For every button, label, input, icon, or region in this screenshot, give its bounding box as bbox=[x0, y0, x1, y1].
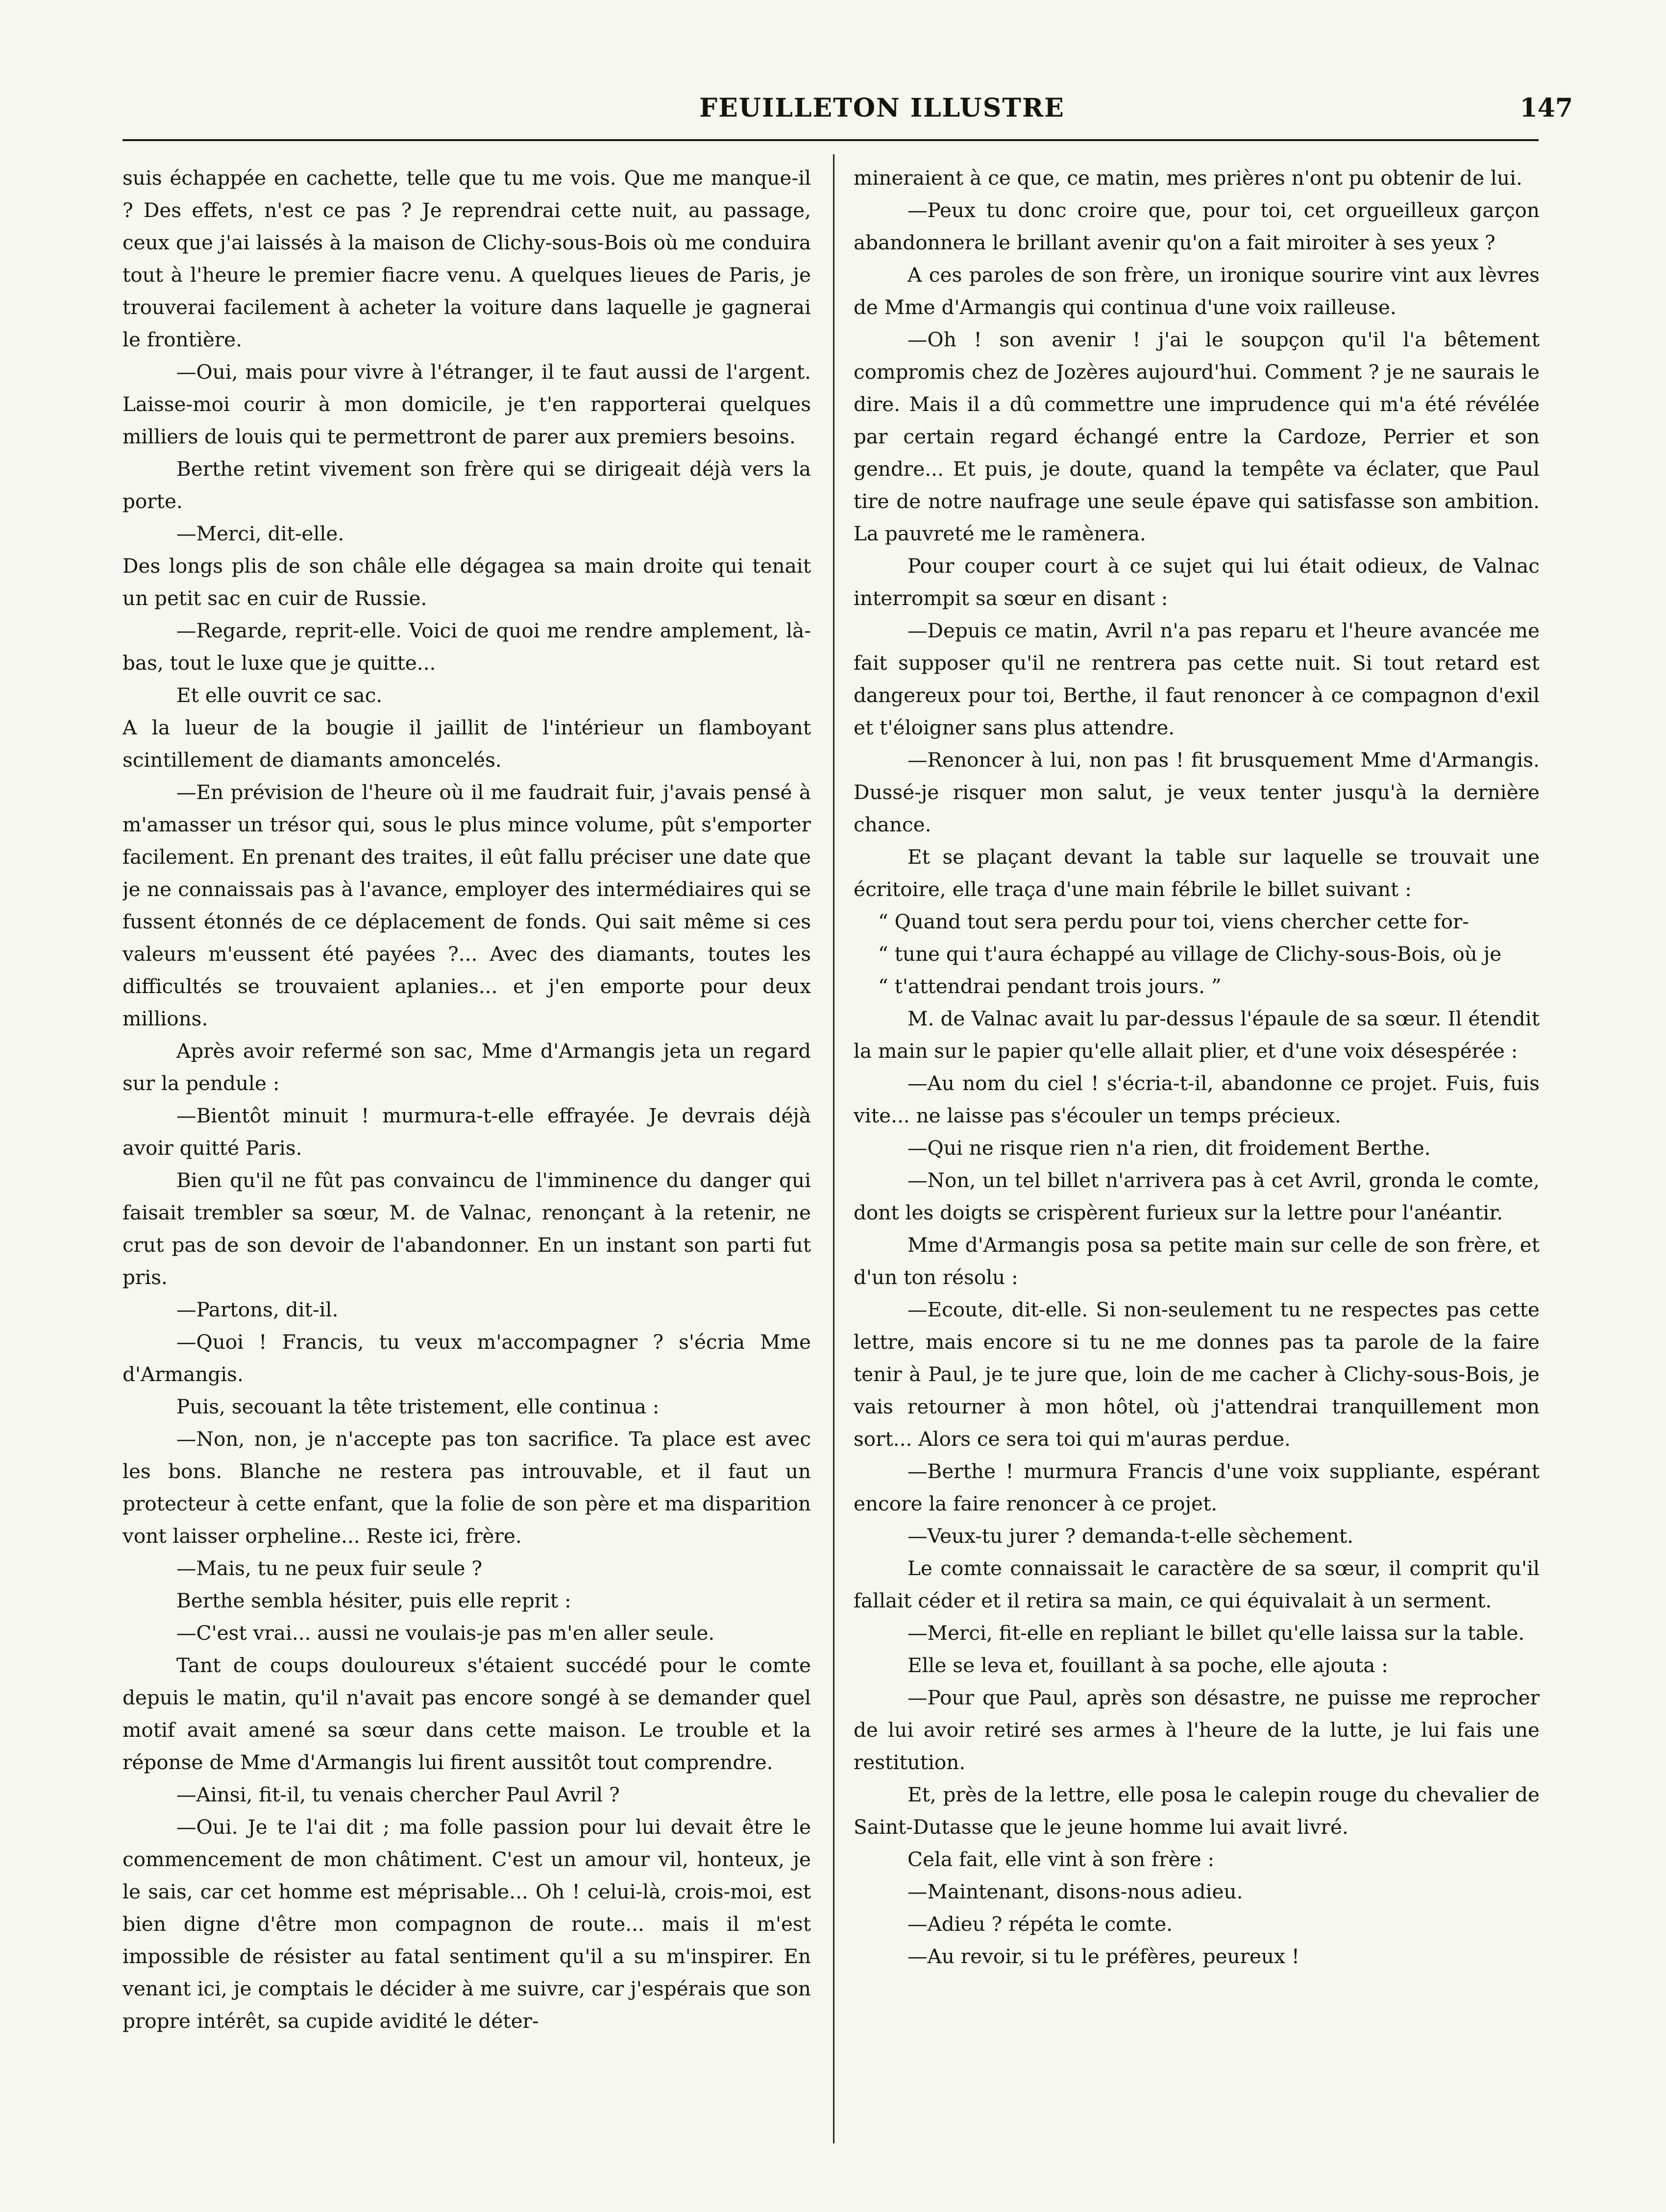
paragraph: —Partons, dit-il. bbox=[176, 1298, 339, 1321]
paragraph: —Bientôt minuit ! murmura-t-elle effrayée. Je devrais déjà avoir quitté Paris. bbox=[122, 1104, 811, 1160]
right-column bbox=[854, 162, 1540, 2161]
paragraph: Des longs plis de son châle elle dégagea sa main droite qui tenait un petit sac en cuir de Russie. bbox=[122, 554, 811, 610]
paragraph: —Ecoute, dit-elle. Si non-seulement tu ne respectes pas cette lettre, mais encore si tu ne me donnes pas ta parole de la faire tenir à Paul, je te jure que, loin de me cacher à Clichy-sous-Bois, je vais retourner à mon hôtel, où j'attendrai tranquillement mon sort... Alors ce sera toi qui m'auras perdue. bbox=[854, 1298, 1540, 1451]
header-rule bbox=[122, 139, 1539, 141]
paragraph: —Merci, fit-elle en repliant le billet qu'elle laissa sur la table. bbox=[907, 1621, 1525, 1645]
paragraph: Berthe sembla hésiter, puis elle reprit : bbox=[176, 1589, 571, 1612]
paragraph: —Pour que Paul, après son désastre, ne puisse me reprocher de lui avoir retiré ses armes à l'heure de la lutte, je lui fais une restitution. bbox=[854, 1686, 1540, 1774]
paragraph: —Mais, tu ne peux fuir seule ? bbox=[176, 1556, 483, 1580]
paragraph: M. de Valnac avait lu par-dessus l'épaule de sa sœur. Il étendit la main sur le papier qu'elle allait plier, et d'une voix désespérée : bbox=[854, 1007, 1540, 1063]
column-divider bbox=[833, 154, 834, 2143]
paragraph: —Non, un tel billet n'arrivera pas à cet Avril, gronda le comte, dont les doigts se crispèrent furieux sur la lettre pour l'anéantir. bbox=[854, 1168, 1540, 1224]
paragraph: —Oui. Je te l'ai dit ; ma folle passion pour lui devait être le commencement de mon châtiment. C'est un amour vil, honteux, je le sais, car cet homme est méprisable... Oh ! celui-là, crois-moi, est bien digne d'être mon compagnon de route... mais il m'est impossible de résister au fatal sentiment qu'il a su m'inspirer. En venant ici, je comptais le décider à me suivre, car j'espérais que son propre intérêt, sa cupide avidité le déter- bbox=[122, 1815, 811, 2033]
paragraph: —Au nom du ciel ! s'écria-t-il, abandonne ce projet. Fuis, fuis vite... ne laisse pas s'écouler un temps précieux. bbox=[854, 1071, 1540, 1127]
paragraph: Cela fait, elle vint à son frère : bbox=[907, 1847, 1215, 1871]
paragraph: —Ainsi, fit-il, tu venais chercher Paul Avril ? bbox=[176, 1783, 620, 1806]
paragraph: —Regarde, reprit-elle. Voici de quoi me rendre amplement, là-bas, tout le luxe que je quitte... bbox=[122, 619, 811, 675]
paragraph: Pour couper court à ce sujet qui lui était odieux, de Valnac interrompit sa sœur en disant : bbox=[854, 554, 1540, 610]
running-title: FEUILLETON ILLUSTRE bbox=[699, 93, 1065, 123]
paragraph: A ces paroles de son frère, un ironique sourire vint aux lèvres de Mme d'Armangis qui continua d'une voix railleuse. bbox=[854, 263, 1540, 319]
paragraph: Et, près de la lettre, elle posa le calepin rouge du chevalier de Saint-Dutasse que le jeune homme lui avait livré. bbox=[854, 1783, 1540, 1839]
paragraph: Puis, secouant la tête tristement, elle continua : bbox=[176, 1395, 660, 1418]
paragraph: —Veux-tu jurer ? demanda-t-elle sèchement. bbox=[907, 1524, 1353, 1548]
paragraph: —Peux tu donc croire que, pour toi, cet orgueilleux garçon abandonnera le brillant avenir qu'on a fait miroiter à ses yeux ? bbox=[854, 198, 1540, 254]
paragraph: —Merci, dit-elle. bbox=[176, 522, 344, 545]
paragraph: suis échappée en cachette, telle que tu me vois. Que me manque-il ? Des effets, n'est ce pas ? Je reprendrai cette nuit, au passage, ceux que j'ai laissés à la maison de Clichy-sous-Bois où me conduira tout à l'heure le premier fiacre venu. A quelques lieues de Paris, je trouverai facilement à acheter la voiture dans laquelle je gagnerai le frontière. bbox=[122, 166, 811, 351]
paragraph: —Quoi ! Francis, tu veux m'accompagner ? s'écria Mme d'Armangis. bbox=[122, 1330, 811, 1386]
paragraph: —Adieu ? répéta le comte. bbox=[907, 1912, 1173, 1936]
paragraph: mineraient à ce que, ce matin, mes prières n'ont pu obtenir de lui. bbox=[854, 166, 1522, 190]
paragraph: Elle se leva et, fouillant à sa poche, elle ajouta : bbox=[907, 1653, 1388, 1677]
paragraph: —Non, non, je n'accepte pas ton sacrifice. Ta place est avec les bons. Blanche ne restera pas introuvable, et il faut un protecteur à cette enfant, que la folie de son père et ma disparition vont laisser orpheline... Reste ici, frère. bbox=[122, 1427, 811, 1548]
paragraph: Bien qu'il ne fût pas convaincu de l'imminence du danger qui faisait trembler sa sœur, M. de Valnac, renonçant à la retenir, ne crut pas de son devoir de l'abandonner. En un instant son parti fut pris. bbox=[122, 1168, 811, 1289]
paragraph: Tant de coups douloureux s'étaient succédé pour le comte depuis le matin, qu'il n'avait pas encore songé à se demander quel motif avait amené sa sœur dans cette maison. Le trouble et la réponse de Mme d'Armangis lui firent aussitôt tout comprendre. bbox=[122, 1653, 811, 1774]
paragraph: —Renoncer à lui, non pas ! fit brusquement Mme d'Armangis. Dussé-je risquer mon salut, je veux tenter jusqu'à la dernière chance. bbox=[854, 748, 1540, 836]
letter-quote-line: “ tune qui t'aura échappé au village de Clichy-sous-Bois, où je bbox=[878, 942, 1502, 966]
page-number: 147 bbox=[1519, 93, 1573, 123]
page-header bbox=[0, 0, 1666, 142]
paragraph: Et elle ouvrit ce sac. bbox=[176, 683, 383, 707]
paragraph: —Oh ! son avenir ! j'ai le soupçon qu'il l'a bêtement compromis chez de Jozères aujourd'hui. Comment ? je ne saurais le dire. Mais il a dû commettre une imprudence qui m'a été révélée par certain regard échangé entre la Cardoze, Perrier et son gendre... Et puis, je doute, quand la tempête va éclater, que Paul tire de notre naufrage une seule épave qui satisfasse son ambition. La pauvreté me le ramènera. bbox=[854, 328, 1540, 545]
paragraph: —Oui, mais pour vivre à l'étranger, il te faut aussi de l'argent. Laisse-moi courir à mon domicile, je t'en rapporterai quelques milliers de louis qui te permettront de parer aux premiers besoins. bbox=[122, 360, 811, 448]
paragraph: —Maintenant, disons-nous adieu. bbox=[907, 1880, 1243, 1903]
paragraph: —Au revoir, si tu le préfères, peureux ! bbox=[907, 1945, 1299, 1968]
paragraph: —Qui ne risque rien n'a rien, dit froidement Berthe. bbox=[907, 1136, 1431, 1160]
paragraph: —En prévision de l'heure où il me faudrait fuir, j'avais pensé à m'amasser un trésor qui, sous le plus mince volume, pût s'emporter facilement. En prenant des traites, il eût fallu préciser une date que je ne connaissais pas à l'avance, employer des intermédiaires qui se fussent étonnés de ce déplacement de fonds. Qui sait même si ces valeurs m'eussent été payées ?... Avec des diamants, toutes les difficultés se trouvaient aplanies... et j'en emporte pour deux millions. bbox=[122, 780, 811, 1030]
letter-quote-line: “ t'attendrai pendant trois jours. ” bbox=[878, 974, 1222, 998]
paragraph: Le comte connaissait le caractère de sa sœur, il comprit qu'il fallait céder et il retira sa main, ce qui équivalait à un serment. bbox=[854, 1556, 1540, 1612]
paragraph: —Depuis ce matin, Avril n'a pas reparu et l'heure avancée me fait supposer qu'il ne rentrera pas cette nuit. Si tout retard est dangereux pour toi, Berthe, il faut renoncer à ce compagnon d'exil et t'éloigner sans plus attendre. bbox=[854, 619, 1540, 739]
paragraph: Berthe retint vivement son frère qui se dirigeait déjà vers la porte. bbox=[122, 457, 811, 513]
paragraph: A la lueur de la bougie il jaillit de l'intérieur un flamboyant scintillement de diamants amoncelés. bbox=[122, 716, 811, 772]
paragraph: —C'est vrai... aussi ne voulais-je pas m'en aller seule. bbox=[176, 1621, 715, 1645]
paragraph: —Berthe ! murmura Francis d'une voix suppliante, espérant encore la faire renoncer à ce projet. bbox=[854, 1459, 1540, 1515]
paragraph: Et se plaçant devant la table sur laquelle se trouvait une écritoire, elle traça d'une main fébrile le billet suivant : bbox=[854, 845, 1540, 901]
left-column bbox=[122, 162, 811, 2161]
paragraph: Après avoir refermé son sac, Mme d'Armangis jeta un regard sur la pendule : bbox=[122, 1039, 811, 1095]
paragraph: Mme d'Armangis posa sa petite main sur celle de son frère, et d'un ton résolu : bbox=[854, 1233, 1540, 1289]
letter-quote-line: “ Quand tout sera perdu pour toi, viens chercher cette for- bbox=[878, 910, 1470, 933]
